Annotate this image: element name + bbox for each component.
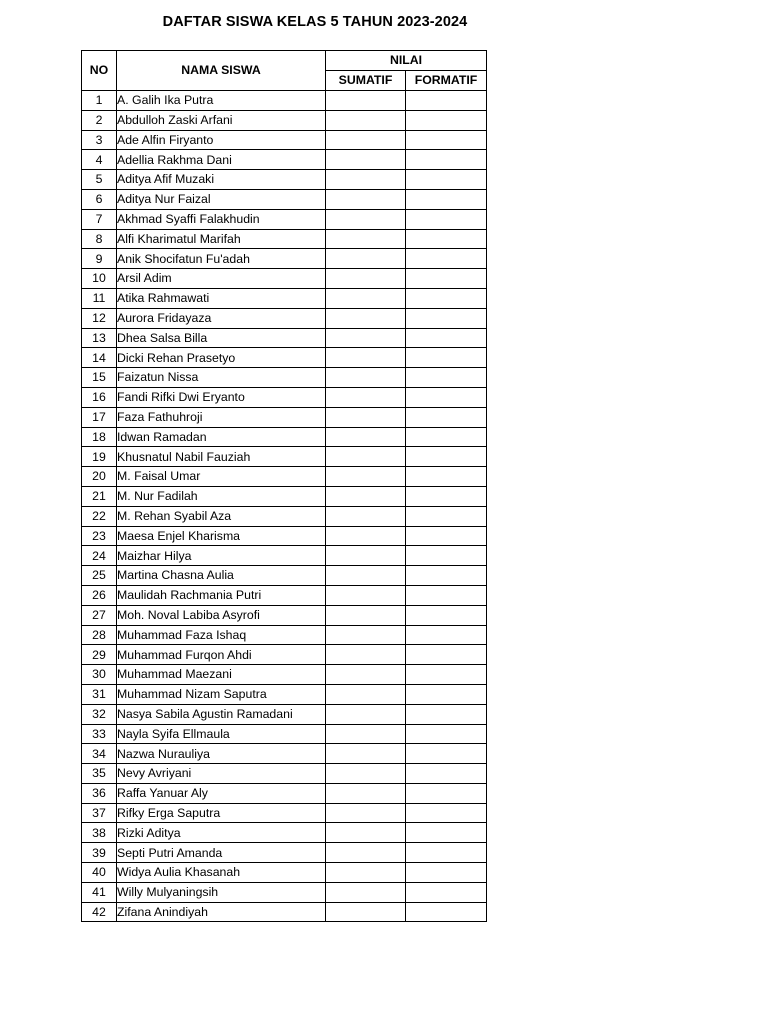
formatif-cell[interactable] xyxy=(406,486,487,506)
student-number: 21 xyxy=(82,486,117,506)
table-row xyxy=(82,328,487,348)
sumatif-cell[interactable] xyxy=(326,882,406,902)
table-row xyxy=(82,308,487,328)
table-row xyxy=(82,447,487,467)
formatif-cell[interactable] xyxy=(406,130,487,150)
student-name: Faizatun Nissa xyxy=(117,368,326,388)
student-name: M. Faisal Umar xyxy=(117,467,326,487)
formatif-cell[interactable] xyxy=(406,328,487,348)
sumatif-cell[interactable] xyxy=(326,91,406,111)
student-name: M. Nur Fadilah xyxy=(117,486,326,506)
student-number: 16 xyxy=(82,387,117,407)
table-row xyxy=(82,684,487,704)
student-name: Maulidah Rachmania Putri xyxy=(117,585,326,605)
sumatif-cell[interactable] xyxy=(326,566,406,586)
sumatif-cell[interactable] xyxy=(326,328,406,348)
student-name: Abdulloh Zaski Arfani xyxy=(117,110,326,130)
sumatif-cell[interactable] xyxy=(326,546,406,566)
student-number: 39 xyxy=(82,843,117,863)
formatif-cell[interactable] xyxy=(406,91,487,111)
table-row xyxy=(82,625,487,645)
formatif-cell[interactable] xyxy=(406,447,487,467)
formatif-cell[interactable] xyxy=(406,863,487,883)
formatif-cell[interactable] xyxy=(406,764,487,784)
sumatif-cell[interactable] xyxy=(326,645,406,665)
formatif-cell[interactable] xyxy=(406,229,487,249)
table-row xyxy=(82,665,487,685)
formatif-cell[interactable] xyxy=(406,110,487,130)
student-name: Muhammad Faza Ishaq xyxy=(117,625,326,645)
student-name: Atika Rahmawati xyxy=(117,288,326,308)
student-name: Muhammad Furqon Ahdi xyxy=(117,645,326,665)
formatif-cell[interactable] xyxy=(406,724,487,744)
student-name: Dicki Rehan Prasetyo xyxy=(117,348,326,368)
student-number: 20 xyxy=(82,467,117,487)
sumatif-cell[interactable] xyxy=(326,605,406,625)
student-number: 6 xyxy=(82,189,117,209)
student-name: Adellia Rakhma Dani xyxy=(117,150,326,170)
student-name: Nevy Avriyani xyxy=(117,764,326,784)
table-row xyxy=(82,110,487,130)
sumatif-cell[interactable] xyxy=(326,783,406,803)
sumatif-cell[interactable] xyxy=(326,348,406,368)
student-name: Alfi Kharimatul Marifah xyxy=(117,229,326,249)
sumatif-cell[interactable] xyxy=(326,823,406,843)
table-row xyxy=(82,427,487,447)
table-row xyxy=(82,170,487,190)
header-sumatif: SUMATIF xyxy=(326,71,406,91)
student-name: Rizki Aditya xyxy=(117,823,326,843)
student-name: Aurora Fridayaza xyxy=(117,308,326,328)
sumatif-cell[interactable] xyxy=(326,506,406,526)
sumatif-cell[interactable] xyxy=(326,308,406,328)
table-row xyxy=(82,407,487,427)
formatif-cell[interactable] xyxy=(406,605,487,625)
student-name: M. Rehan Syabil Aza xyxy=(117,506,326,526)
sumatif-cell[interactable] xyxy=(326,269,406,289)
table-row xyxy=(82,387,487,407)
table-row xyxy=(82,467,487,487)
sumatif-cell[interactable] xyxy=(326,843,406,863)
sumatif-cell[interactable] xyxy=(326,665,406,685)
student-number: 34 xyxy=(82,744,117,764)
formatif-cell[interactable] xyxy=(406,348,487,368)
table-row xyxy=(82,269,487,289)
student-name: Widya Aulia Khasanah xyxy=(117,863,326,883)
formatif-cell[interactable] xyxy=(406,150,487,170)
student-name: Martina Chasna Aulia xyxy=(117,566,326,586)
student-number: 40 xyxy=(82,863,117,883)
table-row xyxy=(82,902,487,922)
page-title: DAFTAR SISWA KELAS 5 TAHUN 2023-2024 xyxy=(162,14,468,30)
table-row xyxy=(82,229,487,249)
student-name: Muhammad Nizam Saputra xyxy=(117,684,326,704)
table-row xyxy=(82,526,487,546)
formatif-cell[interactable] xyxy=(406,882,487,902)
sumatif-cell[interactable] xyxy=(326,130,406,150)
student-number: 30 xyxy=(82,665,117,685)
table-row xyxy=(82,368,487,388)
sumatif-cell[interactable] xyxy=(326,902,406,922)
sumatif-cell[interactable] xyxy=(326,170,406,190)
student-number: 12 xyxy=(82,308,117,328)
student-number: 13 xyxy=(82,328,117,348)
table-row xyxy=(82,724,487,744)
table-row xyxy=(82,566,487,586)
student-number: 32 xyxy=(82,704,117,724)
table-row xyxy=(82,506,487,526)
formatif-cell[interactable] xyxy=(406,902,487,922)
table-row xyxy=(82,189,487,209)
sumatif-cell[interactable] xyxy=(326,585,406,605)
student-number: 27 xyxy=(82,605,117,625)
student-name: Khusnatul Nabil Fauziah xyxy=(117,447,326,467)
formatif-cell[interactable] xyxy=(406,506,487,526)
table-row xyxy=(82,209,487,229)
table-row xyxy=(82,744,487,764)
student-name: Fandi Rifki Dwi Eryanto xyxy=(117,387,326,407)
student-number: 31 xyxy=(82,684,117,704)
formatif-cell[interactable] xyxy=(406,269,487,289)
student-number: 10 xyxy=(82,269,117,289)
student-number: 33 xyxy=(82,724,117,744)
student-name: Willy Mulyaningsih xyxy=(117,882,326,902)
student-number: 35 xyxy=(82,764,117,784)
student-name: Nayla Syifa Ellmaula xyxy=(117,724,326,744)
sumatif-cell[interactable] xyxy=(326,764,406,784)
header-no: NO xyxy=(82,51,117,91)
student-name: Aditya Afif Muzaki xyxy=(117,170,326,190)
header-nilai: NILAI xyxy=(326,51,487,71)
table-row xyxy=(82,863,487,883)
student-number: 1 xyxy=(82,91,117,111)
sumatif-cell[interactable] xyxy=(326,467,406,487)
student-number: 11 xyxy=(82,288,117,308)
student-name: Ade Alfin Firyanto xyxy=(117,130,326,150)
sumatif-cell[interactable] xyxy=(326,704,406,724)
student-number: 28 xyxy=(82,625,117,645)
formatif-cell[interactable] xyxy=(406,843,487,863)
student-name: Dhea Salsa Billa xyxy=(117,328,326,348)
table-row xyxy=(82,823,487,843)
student-number: 38 xyxy=(82,823,117,843)
student-number: 9 xyxy=(82,249,117,269)
formatif-cell[interactable] xyxy=(406,288,487,308)
sumatif-cell[interactable] xyxy=(326,447,406,467)
student-name: Aditya Nur Faizal xyxy=(117,189,326,209)
sumatif-cell[interactable] xyxy=(326,526,406,546)
table-row xyxy=(82,704,487,724)
formatif-cell[interactable] xyxy=(406,585,487,605)
formatif-cell[interactable] xyxy=(406,308,487,328)
table-row xyxy=(82,249,487,269)
table-row xyxy=(82,764,487,784)
sumatif-cell[interactable] xyxy=(326,288,406,308)
sumatif-cell[interactable] xyxy=(326,368,406,388)
student-name: Rifky Erga Saputra xyxy=(117,803,326,823)
student-name: Idwan Ramadan xyxy=(117,427,326,447)
sumatif-cell[interactable] xyxy=(326,189,406,209)
formatif-cell[interactable] xyxy=(406,823,487,843)
sumatif-cell[interactable] xyxy=(326,625,406,645)
table-row xyxy=(82,585,487,605)
student-name: Moh. Noval Labiba Asyrofi xyxy=(117,605,326,625)
formatif-cell[interactable] xyxy=(406,684,487,704)
student-number: 36 xyxy=(82,783,117,803)
sumatif-cell[interactable] xyxy=(326,407,406,427)
formatif-cell[interactable] xyxy=(406,467,487,487)
student-number: 26 xyxy=(82,585,117,605)
student-number: 24 xyxy=(82,546,117,566)
sumatif-cell[interactable] xyxy=(326,803,406,823)
table-row xyxy=(82,645,487,665)
student-name: Nazwa Nurauliya xyxy=(117,744,326,764)
header-formatif: FORMATIF xyxy=(406,71,487,91)
student-number: 19 xyxy=(82,447,117,467)
sumatif-cell[interactable] xyxy=(326,724,406,744)
sumatif-cell[interactable] xyxy=(326,427,406,447)
student-number: 17 xyxy=(82,407,117,427)
formatif-cell[interactable] xyxy=(406,427,487,447)
table-row xyxy=(82,546,487,566)
sumatif-cell[interactable] xyxy=(326,744,406,764)
sumatif-cell[interactable] xyxy=(326,110,406,130)
student-number: 4 xyxy=(82,150,117,170)
sumatif-cell[interactable] xyxy=(326,863,406,883)
student-number: 15 xyxy=(82,368,117,388)
student-name: Anik Shocifatun Fu'adah xyxy=(117,249,326,269)
formatif-cell[interactable] xyxy=(406,645,487,665)
student-number: 5 xyxy=(82,170,117,190)
formatif-cell[interactable] xyxy=(406,566,487,586)
formatif-cell[interactable] xyxy=(406,249,487,269)
student-number: 2 xyxy=(82,110,117,130)
sumatif-cell[interactable] xyxy=(326,486,406,506)
student-name: Maizhar Hilya xyxy=(117,546,326,566)
student-rows xyxy=(82,91,487,922)
sumatif-cell[interactable] xyxy=(326,209,406,229)
student-number: 22 xyxy=(82,506,117,526)
table-row xyxy=(82,783,487,803)
student-table xyxy=(81,50,487,922)
sumatif-cell[interactable] xyxy=(326,150,406,170)
formatif-cell[interactable] xyxy=(406,170,487,190)
student-name: Nasya Sabila Agustin Ramadani xyxy=(117,704,326,724)
student-name: Septi Putri Amanda xyxy=(117,843,326,863)
student-name: Zifana Anindiyah xyxy=(117,902,326,922)
student-number: 41 xyxy=(82,882,117,902)
table-row xyxy=(82,882,487,902)
student-number: 23 xyxy=(82,526,117,546)
formatif-cell[interactable] xyxy=(406,625,487,645)
student-number: 14 xyxy=(82,348,117,368)
formatif-cell[interactable] xyxy=(406,387,487,407)
formatif-cell[interactable] xyxy=(406,704,487,724)
student-number: 18 xyxy=(82,427,117,447)
student-name: A. Galih Ika Putra xyxy=(117,91,326,111)
student-number: 7 xyxy=(82,209,117,229)
table-row xyxy=(82,486,487,506)
formatif-cell[interactable] xyxy=(406,407,487,427)
formatif-cell[interactable] xyxy=(406,546,487,566)
formatif-cell[interactable] xyxy=(406,189,487,209)
formatif-cell[interactable] xyxy=(406,803,487,823)
formatif-cell[interactable] xyxy=(406,783,487,803)
table-row xyxy=(82,843,487,863)
student-name: Arsil Adim xyxy=(117,269,326,289)
sumatif-cell[interactable] xyxy=(326,387,406,407)
table-row xyxy=(82,91,487,111)
table-row xyxy=(82,803,487,823)
formatif-cell[interactable] xyxy=(406,665,487,685)
student-name: Raffa Yanuar Aly xyxy=(117,783,326,803)
sumatif-cell[interactable] xyxy=(326,249,406,269)
sumatif-cell[interactable] xyxy=(326,684,406,704)
student-number: 37 xyxy=(82,803,117,823)
header-name: NAMA SISWA xyxy=(117,51,326,91)
table-row xyxy=(82,150,487,170)
student-number: 8 xyxy=(82,229,117,249)
student-name: Faza Fathuhroji xyxy=(117,407,326,427)
formatif-cell[interactable] xyxy=(406,209,487,229)
student-name: Muhammad Maezani xyxy=(117,665,326,685)
student-number: 3 xyxy=(82,130,117,150)
formatif-cell[interactable] xyxy=(406,368,487,388)
student-name: Akhmad Syaffi Falakhudin xyxy=(117,209,326,229)
table-row xyxy=(82,130,487,150)
table-row xyxy=(82,288,487,308)
student-number: 29 xyxy=(82,645,117,665)
formatif-cell[interactable] xyxy=(406,744,487,764)
student-name: Maesa Enjel Kharisma xyxy=(117,526,326,546)
student-number: 25 xyxy=(82,566,117,586)
sumatif-cell[interactable] xyxy=(326,229,406,249)
student-number: 42 xyxy=(82,902,117,922)
formatif-cell[interactable] xyxy=(406,526,487,546)
table-row xyxy=(82,605,487,625)
table-row xyxy=(82,348,487,368)
